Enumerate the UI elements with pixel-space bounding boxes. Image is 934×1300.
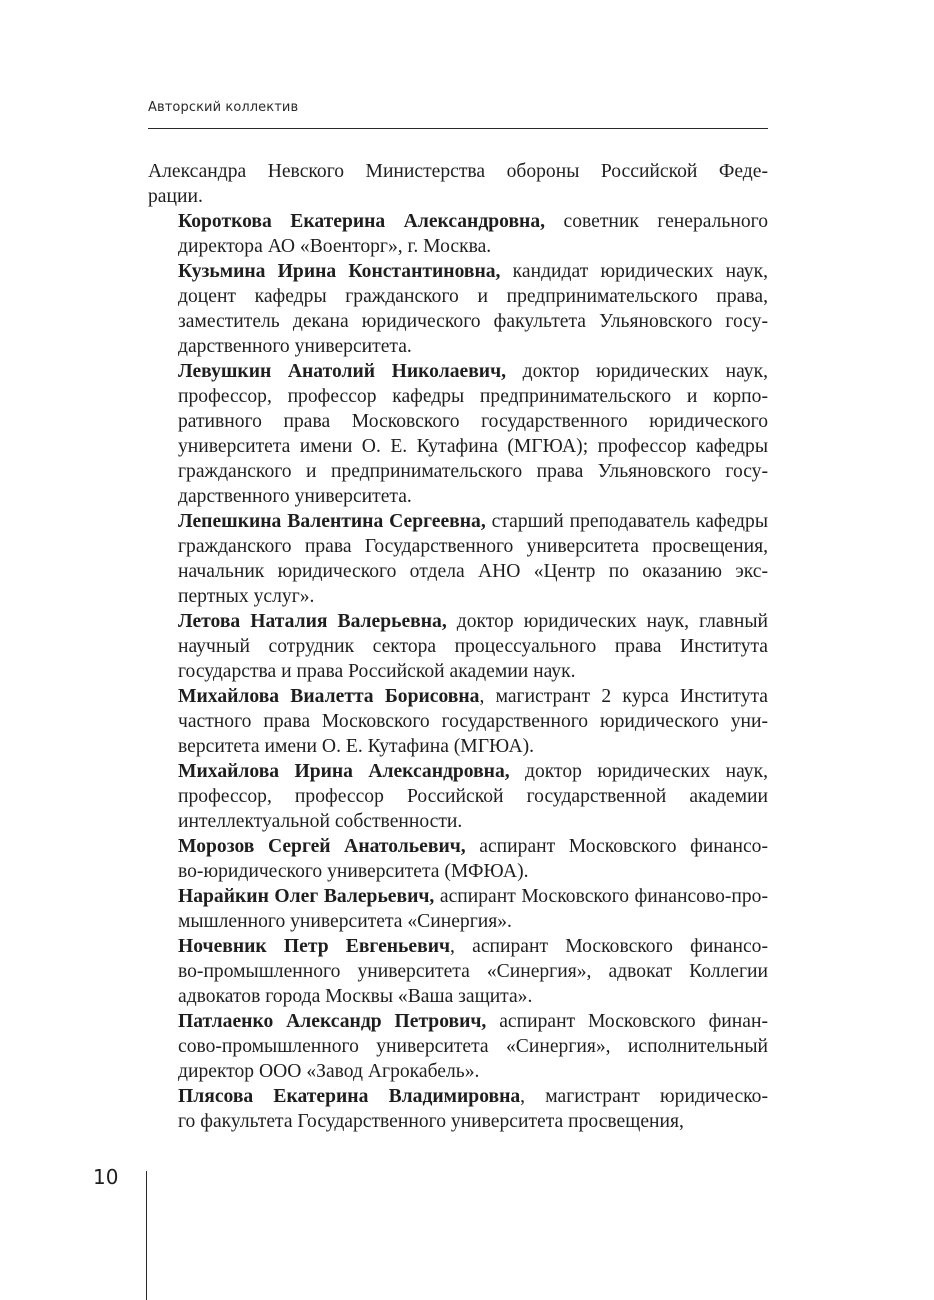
- text-line: [148, 484, 768, 509]
- text-line: [148, 459, 768, 484]
- text-line: [148, 834, 768, 859]
- text-line: [148, 234, 768, 259]
- line-text: директор ООО «Завод Агрокабель».: [178, 1061, 480, 1082]
- text-line: [148, 609, 768, 634]
- text-line: [148, 159, 768, 184]
- text-line: [148, 409, 768, 434]
- text-line: [148, 884, 768, 909]
- author-list: [148, 159, 768, 1134]
- author-description: доктор юридических наук,: [506, 361, 768, 382]
- author-name: Плясова Екатерина Владимировна: [178, 1086, 521, 1107]
- author-entry: [148, 1009, 768, 1084]
- line-text: адвокатов города Москвы «Ваша защита».: [178, 986, 533, 1007]
- line-text: научный сотрудник сектора процессуального права Института: [178, 636, 768, 657]
- author-entry: [148, 259, 768, 359]
- line-text: заместитель декана юридического факультета Ульяновского госу-: [178, 311, 768, 332]
- line-text: начальник юридического отдела АНО «Центр по оказанию экс-: [178, 561, 768, 582]
- line-text: университета имени О. Е. Кутафина (МГЮА); профессор кафедры: [178, 436, 768, 457]
- text-line: [148, 509, 768, 534]
- text-line: [148, 309, 768, 334]
- line-text: частного права Московского государственного юридического уни-: [178, 711, 768, 732]
- author-name: Лепешкина Валентина Сергеевна,: [178, 511, 486, 532]
- line-text: сово-промышленного университета «Синергия», исполнительный: [178, 1036, 768, 1057]
- author-entry: [148, 359, 768, 509]
- text-line: [148, 1009, 768, 1034]
- line-text: профессор, профессор кафедры предпринимательского и корпо-: [178, 386, 768, 407]
- line-text: гражданского права Государственного университета просвещения,: [178, 536, 768, 557]
- text-line: [148, 284, 768, 309]
- text-line: [148, 1084, 768, 1109]
- author-name: Летова Наталия Валерьевна,: [178, 611, 447, 632]
- author-description: кандидат юридических наук,: [500, 261, 769, 282]
- text-line: [148, 759, 768, 784]
- author-entry: [148, 759, 768, 834]
- text-line: [148, 784, 768, 809]
- text-line: [148, 259, 768, 284]
- author-description: , магистрант 2 курса Института: [479, 686, 768, 707]
- text-line: [148, 634, 768, 659]
- page-number: 10: [93, 1165, 119, 1189]
- author-name: Кузьмина Ирина Константиновна,: [178, 261, 501, 282]
- text-line: [148, 984, 768, 1009]
- author-description: советник генерального: [545, 211, 768, 232]
- author-entry: [148, 684, 768, 759]
- line-text: Александра Невского Министерства обороны Российской Феде-: [148, 161, 768, 182]
- line-text: мышленного университета «Синергия».: [178, 911, 512, 932]
- text-line: [148, 859, 768, 884]
- author-description: , аспирант Московского финансо-: [450, 936, 768, 957]
- footer-rule: [146, 1171, 147, 1300]
- text-line: [148, 659, 768, 684]
- line-text: пертных услуг».: [178, 586, 315, 607]
- text-line: [148, 534, 768, 559]
- text-line: [148, 584, 768, 609]
- author-name: Патлаенко Александр Петрович,: [178, 1011, 487, 1032]
- line-text: государства и права Российской академии наук.: [178, 661, 576, 682]
- author-name: Морозов Сергей Анатольевич,: [178, 836, 466, 857]
- text-line: [148, 559, 768, 584]
- line-text: интеллектуальной собственности.: [178, 811, 463, 832]
- author-name: Левушкин Анатолий Николаевич,: [178, 361, 507, 382]
- author-description: доктор юридических наук, главный: [446, 611, 768, 632]
- line-text: гражданского и предпринимательского права Ульяновского госу-: [178, 461, 768, 482]
- author-entry: [148, 934, 768, 1009]
- text-line: [148, 384, 768, 409]
- author-entry: [148, 1084, 768, 1134]
- author-entry: [148, 834, 768, 884]
- running-head: Авторский коллектив: [148, 100, 299, 115]
- line-text: дарственного университета.: [178, 336, 412, 357]
- author-name: Ночевник Петр Евгеньевич: [178, 936, 451, 957]
- text-line: [148, 1034, 768, 1059]
- author-name: Михайлова Виалетта Борисовна: [178, 686, 480, 707]
- text-line: [148, 434, 768, 459]
- author-description: аспирант Московского финансово-про-: [434, 886, 769, 907]
- author-description: аспирант Московского финан-: [486, 1011, 768, 1032]
- author-entry: [148, 609, 768, 684]
- author-name: Михайлова Ирина Александровна,: [178, 761, 510, 782]
- text-line: [148, 359, 768, 384]
- text-line: [148, 684, 768, 709]
- author-description: , магистрант юридическо-: [520, 1086, 768, 1107]
- line-text: во-промышленного университета «Синергия», адвокат Коллегии: [178, 961, 768, 982]
- text-line: [148, 709, 768, 734]
- text-line: [148, 809, 768, 834]
- author-description: доктор юридических наук,: [509, 761, 768, 782]
- author-description: старший преподаватель кафедры: [485, 511, 768, 532]
- text-line: [148, 934, 768, 959]
- author-entry: [148, 509, 768, 609]
- text-line: [148, 1059, 768, 1084]
- text-line: [148, 1109, 768, 1134]
- author-name: Нарайкин Олег Валерьевич,: [178, 886, 435, 907]
- line-text: дарственного университета.: [178, 486, 412, 507]
- line-text: го факультета Государственного университета просвещения,: [178, 1111, 684, 1132]
- text-line: [148, 959, 768, 984]
- author-name: Короткова Екатерина Александровна,: [178, 211, 546, 232]
- author-description: аспирант Московского финансо-: [465, 836, 768, 857]
- text-line: [148, 909, 768, 934]
- line-text: директора АО «Военторг», г. Москва.: [178, 236, 492, 257]
- line-text: профессор, профессор Российской государственной академии: [178, 786, 768, 807]
- text-line: [148, 209, 768, 234]
- line-text: во-юридического университета (МФЮА).: [178, 861, 529, 882]
- paragraph-continuation: [148, 159, 768, 209]
- text-line: [148, 184, 768, 209]
- line-text: рации.: [148, 186, 203, 207]
- line-text: ративного права Московского государственного юридического: [178, 411, 768, 432]
- header-rule: [148, 128, 768, 129]
- author-entry: [148, 884, 768, 934]
- text-line: [148, 734, 768, 759]
- text-line: [148, 334, 768, 359]
- line-text: верситета имени О. Е. Кутафина (МГЮА).: [178, 736, 535, 757]
- author-entry: [148, 209, 768, 259]
- line-text: доцент кафедры гражданского и предпринимательского права,: [178, 286, 768, 307]
